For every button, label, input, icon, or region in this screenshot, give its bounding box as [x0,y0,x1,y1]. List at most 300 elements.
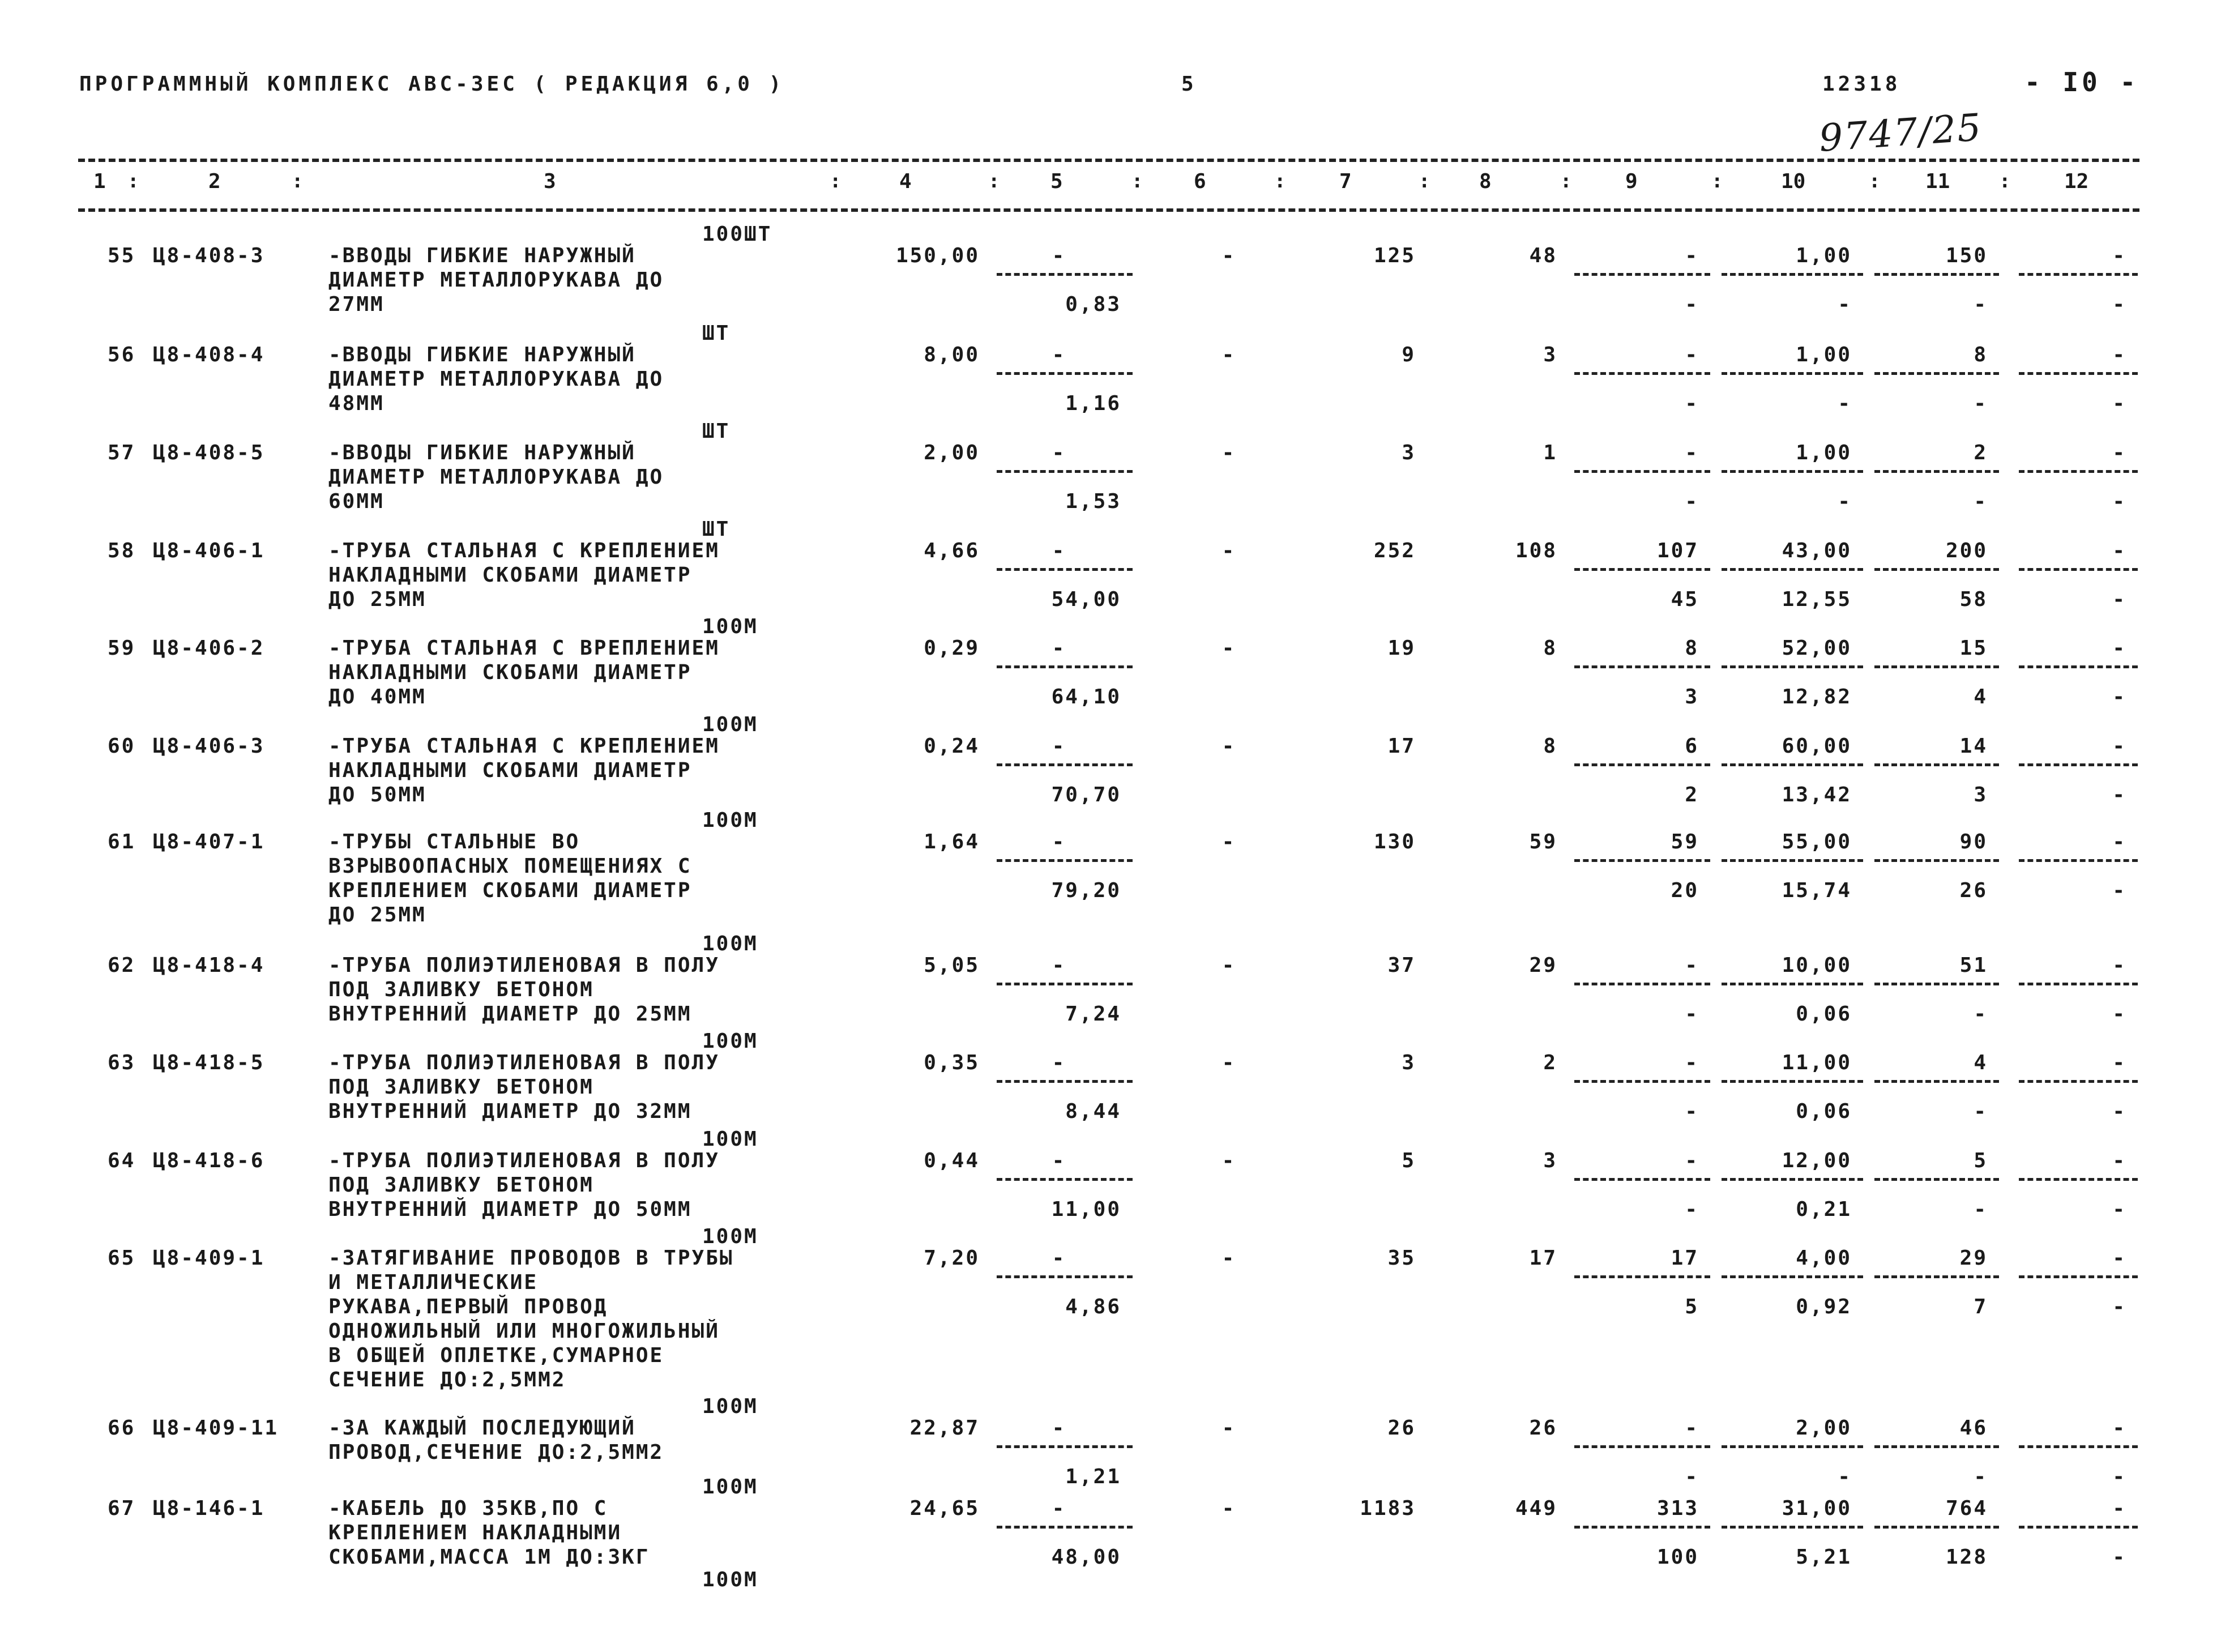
row-code: Ц8-146-1 [153,1497,265,1520]
row-c5-bottom: 70,70 [1051,783,1121,806]
row-c10-top: 1,00 [1796,343,1852,366]
fraction-divider [1722,859,1863,862]
row-c10-top: 11,00 [1782,1051,1852,1074]
column-separator: : [292,170,304,193]
row-c12-top: - [2112,830,2126,853]
row-description-line: -ЗАТЯГИВАНИЕ ПРОВОДОВ В ТРУБЫ [328,1247,734,1270]
row-c12-bottom: - [2112,1198,2126,1221]
row-c11-bottom: - [1974,1002,1988,1026]
row-c5-bottom: 48,00 [1051,1546,1121,1569]
column-header-9: 9 [1625,170,1638,193]
fraction-divider [1722,568,1863,571]
row-c9-bottom: 5 [1685,1295,1699,1318]
row-col4: 0,24 [924,735,980,758]
row-c5-bottom: 1,21 [1065,1465,1121,1488]
row-col8: 59 [1529,830,1557,853]
column-separator: : [830,170,842,193]
row-col7: 19 [1387,637,1416,660]
row-description-line: -ВВОДЫ ГИБКИЕ НАРУЖНЫЙ [328,343,636,366]
row-col7: 35 [1387,1247,1416,1270]
row-c12-top: - [2112,1149,2126,1172]
row-description-line: 48ММ [328,392,385,415]
row-col7: 130 [1373,830,1416,853]
row-c10-top: 12,00 [1782,1149,1852,1172]
row-c9-bottom: - [1685,1002,1699,1026]
fraction-divider [1874,1526,1999,1529]
fraction-divider [997,273,1133,276]
row-c9-bottom: 20 [1671,879,1699,902]
row-c9-top: 313 [1656,1497,1699,1520]
fraction-divider [997,1178,1133,1181]
row-description-line: ПОД ЗАЛИВКУ БЕТОНОМ [328,1173,594,1197]
row-c5-top: - [1052,539,1066,562]
row-col7: 17 [1387,735,1416,758]
row-c9-bottom: - [1685,1465,1699,1488]
row-c10-top: 31,00 [1782,1497,1852,1520]
row-c9-top: - [1685,244,1699,267]
row-description-line: ОДНОЖИЛЬНЫЙ ИЛИ МНОГОЖИЛЬНЫЙ [328,1320,720,1343]
row-c10-top: 43,00 [1782,539,1852,562]
row-unit: ШТ [702,420,731,443]
row-description-line: -ТРУБА СТАЛЬНАЯ С ВРЕПЛЕНИЕМ [328,637,720,660]
row-c5-bottom: 11,00 [1051,1198,1121,1221]
row-unit: 100М [702,1475,758,1499]
fraction-divider [2019,1445,2138,1448]
row-c5-top: - [1052,1416,1066,1440]
column-separator: : [1711,170,1723,193]
row-c12-top: - [2112,1416,2126,1440]
row-c12-top: - [2112,637,2126,660]
column-header-12: 12 [2064,170,2089,193]
row-c12-bottom: - [2112,685,2126,708]
row-col8: 3 [1543,1149,1557,1172]
row-c9-bottom: 100 [1656,1546,1699,1569]
fraction-divider [1574,983,1710,985]
row-c5-top: - [1052,1247,1066,1270]
row-description-line: ДО 25ММ [328,588,426,611]
fraction-divider [1722,470,1863,473]
row-c12-top: - [2112,1051,2126,1074]
row-description-line: ПОД ЗАЛИВКУ БЕТОНОМ [328,1075,594,1099]
row-code: Ц8-408-4 [153,343,265,366]
row-col6: - [1221,954,1236,977]
row-description-line: -ВВОДЫ ГИБКИЕ НАРУЖНЫЙ [328,244,636,267]
fraction-divider [1722,665,1863,668]
row-c9-top: - [1685,1416,1699,1440]
fraction-divider [2019,665,2138,668]
fraction-divider [1574,470,1710,473]
row-c12-bottom: - [2112,588,2126,611]
row-c11-top: 29 [1959,1247,1988,1270]
row-description-line: -ТРУБА СТАЛЬНАЯ С КРЕПЛЕНИЕМ [328,735,720,758]
row-c5-top: - [1052,1051,1066,1074]
fraction-divider [1722,983,1863,985]
row-col4: 0,35 [924,1051,980,1074]
row-c11-top: 51 [1959,954,1988,977]
column-header-10: 10 [1781,170,1806,193]
column-header-8: 8 [1479,170,1492,193]
fraction-divider [1874,763,1999,766]
fraction-divider [1574,1275,1710,1278]
row-description-line: ВЗРЫВООПАСНЫХ ПОМЕЩЕНИЯХ С [328,855,692,878]
header-rule [78,208,2139,212]
row-unit: 100М [702,1030,758,1053]
fraction-divider [1874,470,1999,473]
row-c12-bottom: - [2112,879,2126,902]
fraction-divider [2019,568,2138,571]
row-description-line: ПОД ЗАЛИВКУ БЕТОНОМ [328,978,594,1001]
column-separator: : [1999,170,2011,193]
fraction-divider [1574,372,1710,375]
row-col4: 22,87 [909,1416,980,1440]
row-c9-top: - [1685,1051,1699,1074]
row-description-line: -ТРУБА ПОЛИЭТИЛЕНОВАЯ В ПОЛУ [328,1051,720,1074]
fraction-divider [1722,1275,1863,1278]
fraction-divider [997,372,1133,375]
row-description-line: -ТРУБА СТАЛЬНАЯ С КРЕПЛЕНИЕМ [328,539,720,562]
row-code: Ц8-408-5 [153,441,265,464]
row-description-line: В ОБЩЕЙ ОПЛЕТКЕ,СУМАРНОЕ [328,1344,664,1367]
row-c5-bottom: 54,00 [1051,588,1121,611]
row-col6: - [1221,1247,1236,1270]
row-description-line: ДО 25ММ [328,903,426,927]
row-c11-bottom: 4 [1974,685,1988,708]
row-unit: 100ШТ [702,223,772,246]
row-c10-top: 10,00 [1782,954,1852,977]
fraction-divider [1874,1275,1999,1278]
fraction-divider [1722,1080,1863,1083]
row-col4: 2,00 [924,441,980,464]
row-description-line: РУКАВА,ПЕРВЫЙ ПРОВОД [328,1295,608,1318]
row-c11-bottom: 3 [1974,783,1988,806]
fraction-divider [997,859,1133,862]
top-rule [78,159,2139,162]
row-c5-bottom: 8,44 [1065,1100,1121,1123]
row-c11-top: 90 [1959,830,1988,853]
row-c12-bottom: - [2112,1295,2126,1318]
row-c11-bottom: - [1974,1465,1988,1488]
row-number: 65 [108,1247,136,1270]
row-description-line: ВНУТРЕННИЙ ДИАМЕТР ДО 32ММ [328,1100,692,1123]
row-col4: 8,00 [924,343,980,366]
row-col8: 108 [1515,539,1557,562]
fraction-divider [1722,273,1863,276]
row-col6: - [1221,441,1236,464]
program-title: ПРОГРАММНЫЙ КОМПЛЕКС АВС-3ЕС ( РЕДАКЦИЯ 6,0 ) [79,72,785,96]
row-number: 58 [108,539,136,562]
row-description-line: ДИАМЕТР МЕТАЛЛОРУКАВА ДО [328,466,664,489]
column-header-3: 3 [544,170,556,193]
row-c5-top: - [1052,441,1066,464]
fraction-divider [1874,859,1999,862]
row-code: Ц8-406-2 [153,637,265,660]
fraction-divider [1874,273,1999,276]
row-col4: 4,66 [924,539,980,562]
row-description-line: ПРОВОД,СЕЧЕНИЕ ДО:2,5ММ2 [328,1441,664,1464]
fraction-divider [2019,470,2138,473]
row-c5-top: - [1052,954,1066,977]
row-code: Ц8-406-1 [153,539,265,562]
row-c10-top: 2,00 [1796,1416,1852,1440]
row-col7: 3 [1402,441,1416,464]
row-unit: 100М [702,1128,758,1151]
row-col7: 125 [1373,244,1416,267]
row-number: 60 [108,735,136,758]
row-c12-top: - [2112,735,2126,758]
fraction-divider [997,1080,1133,1083]
column-header-4: 4 [899,170,912,193]
row-c12-top: - [2112,954,2126,977]
row-number: 62 [108,954,136,977]
row-c12-bottom: - [2112,1465,2126,1488]
row-description-line: ВНУТРЕННИЙ ДИАМЕТР ДО 25ММ [328,1002,692,1026]
row-c9-top: - [1685,441,1699,464]
fraction-divider [997,1526,1133,1529]
row-number: 59 [108,637,136,660]
row-c9-bottom: - [1685,293,1699,316]
row-c11-top: 15 [1959,637,1988,660]
row-c9-top: 6 [1685,735,1699,758]
row-col7: 26 [1387,1416,1416,1440]
column-separator: : [988,170,1000,193]
page-number: 5 [1181,72,1197,96]
row-c11-top: 200 [1945,539,1988,562]
row-col4: 5,05 [924,954,980,977]
row-c10-bottom: 0,92 [1796,1295,1852,1318]
row-unit: 100М [702,713,758,736]
row-c10-bottom: 12,82 [1782,685,1852,708]
row-col6: - [1221,735,1236,758]
row-c10-bottom: - [1838,490,1852,513]
fraction-divider [1722,763,1863,766]
fraction-divider [1574,1526,1710,1529]
row-col7: 9 [1402,343,1416,366]
row-unit: ШТ [702,322,731,345]
row-c11-bottom: - [1974,392,1988,415]
row-description-line: СКОБАМИ,МАССА 1М ДО:3КГ [328,1546,650,1569]
row-c9-bottom: - [1685,490,1699,513]
row-description-line: СЕЧЕНИЕ ДО:2,5ММ2 [328,1368,566,1391]
row-c12-top: - [2112,343,2126,366]
row-description-line: ВНУТРЕННИЙ ДИАМЕТР ДО 50ММ [328,1198,692,1221]
fraction-divider [1574,568,1710,571]
column-separator: : [127,170,139,193]
row-col7: 5 [1402,1149,1416,1172]
fraction-divider [1874,1445,1999,1448]
fraction-divider [997,983,1133,985]
row-description-line: -ВВОДЫ ГИБКИЕ НАРУЖНЫЙ [328,441,636,464]
row-c5-top: - [1052,244,1066,267]
row-c10-bottom: 5,21 [1796,1546,1852,1569]
row-unit: 100М [702,809,758,832]
fraction-divider [2019,1178,2138,1181]
row-unit: 100М [702,615,758,638]
row-number: 55 [108,244,136,267]
row-c5-top: - [1052,735,1066,758]
column-header-2: 2 [208,170,221,193]
fraction-divider [1722,1178,1863,1181]
row-c5-bottom: 0,83 [1065,293,1121,316]
row-col7: 3 [1402,1051,1416,1074]
row-description-line: -ТРУБЫ СТАЛЬНЫЕ ВО [328,830,580,853]
row-number: 63 [108,1051,136,1074]
fraction-divider [1874,665,1999,668]
row-code: Ц8-407-1 [153,830,265,853]
row-c12-bottom: - [2112,783,2126,806]
row-col4: 1,64 [924,830,980,853]
fraction-divider [1574,763,1710,766]
fraction-divider [1722,1445,1863,1448]
row-c10-top: 60,00 [1782,735,1852,758]
row-code: Ц8-409-1 [153,1247,265,1270]
row-description-line: КРЕПЛЕНИЕМ НАКЛАДНЫМИ [328,1521,622,1544]
column-header-6: 6 [1194,170,1206,193]
row-code: Ц8-408-3 [153,244,265,267]
fraction-divider [1722,372,1863,375]
row-c5-top: - [1052,1149,1066,1172]
row-col4: 24,65 [909,1497,980,1520]
fraction-divider [1874,568,1999,571]
row-unit: 100М [702,1225,758,1248]
row-c11-bottom: 26 [1959,879,1988,902]
row-c12-bottom: - [2112,392,2126,415]
row-c12-top: - [2112,1497,2126,1520]
column-separator: : [1419,170,1430,193]
row-code: Ц8-409-11 [153,1416,279,1440]
column-header-5: 5 [1050,170,1063,193]
fraction-divider [1574,273,1710,276]
fraction-divider [1874,1080,1999,1083]
row-c9-top: - [1685,954,1699,977]
row-c9-top: 17 [1671,1247,1699,1270]
row-description-line: ДИАМЕТР МЕТАЛЛОРУКАВА ДО [328,268,664,292]
row-c9-top: 59 [1671,830,1699,853]
row-c10-top: 1,00 [1796,441,1852,464]
row-col6: - [1221,637,1236,660]
column-header-7: 7 [1339,170,1352,193]
row-c11-top: 764 [1945,1497,1988,1520]
row-c5-bottom: 7,24 [1065,1002,1121,1026]
row-c10-bottom: 15,74 [1782,879,1852,902]
row-c9-bottom: 2 [1685,783,1699,806]
row-c10-bottom: 13,42 [1782,783,1852,806]
row-description-line: ДИАМЕТР МЕТАЛЛОРУКАВА ДО [328,368,664,391]
row-c12-bottom: - [2112,1100,2126,1123]
column-separator: : [1131,170,1143,193]
row-c11-bottom: 58 [1959,588,1988,611]
fraction-divider [1874,1178,1999,1181]
fraction-divider [1574,665,1710,668]
row-c12-bottom: - [2112,293,2126,316]
row-unit: 100М [702,932,758,955]
column-header-11: 11 [1925,170,1950,193]
row-c9-bottom: - [1685,1100,1699,1123]
fraction-divider [2019,372,2138,375]
row-number: 66 [108,1416,136,1440]
row-c10-bottom: 0,21 [1796,1198,1852,1221]
column-separator: : [1560,170,1572,193]
row-code: Ц8-418-6 [153,1149,265,1172]
fraction-divider [1574,859,1710,862]
row-c5-top: - [1052,830,1066,853]
fraction-divider [997,1275,1133,1278]
row-c5-bottom: 1,53 [1065,490,1121,513]
row-c10-bottom: - [1838,1465,1852,1488]
fraction-divider [2019,1526,2138,1529]
fraction-divider [2019,273,2138,276]
row-code: Ц8-418-4 [153,954,265,977]
row-col8: 26 [1529,1416,1557,1440]
row-c11-top: 46 [1959,1416,1988,1440]
row-c10-bottom: - [1838,293,1852,316]
handwritten-note: 9747/25 [1817,105,1984,160]
row-c11-bottom: - [1974,293,1988,316]
row-c9-top: 8 [1685,637,1699,660]
row-number: 57 [108,441,136,464]
row-c10-top: 4,00 [1796,1247,1852,1270]
fraction-divider [1574,1178,1710,1181]
row-description-line: ДО 50ММ [328,783,426,806]
row-col6: - [1221,244,1236,267]
row-col7: 37 [1387,954,1416,977]
row-col8: 8 [1543,735,1557,758]
sheet-number: - I0 - [2024,67,2139,97]
row-c12-bottom: - [2112,1002,2126,1026]
row-col8: 1 [1543,441,1557,464]
fraction-divider [997,470,1133,473]
column-separator: : [1869,170,1881,193]
row-c12-top: - [2112,441,2126,464]
row-col7: 252 [1373,539,1416,562]
row-c9-bottom: 3 [1685,685,1699,708]
row-col8: 17 [1529,1247,1557,1270]
row-col6: - [1221,1497,1236,1520]
row-description-line: НАКЛАДНЫМИ СКОБАМИ ДИАМЕТР [328,661,692,684]
row-col8: 449 [1515,1497,1557,1520]
row-col8: 29 [1529,954,1557,977]
row-c5-top: - [1052,1497,1066,1520]
row-description-line: -ТРУБА ПОЛИЭТИЛЕНОВАЯ В ПОЛУ [328,954,720,977]
fraction-divider [1874,983,1999,985]
row-c5-bottom: 64,10 [1051,685,1121,708]
row-c10-top: 52,00 [1782,637,1852,660]
row-description-line: 60ММ [328,490,385,513]
row-col6: - [1221,830,1236,853]
row-c10-top: 55,00 [1782,830,1852,853]
row-c12-top: - [2112,539,2126,562]
column-header-1: 1 [93,170,106,193]
row-c11-bottom: - [1974,1198,1988,1221]
row-c9-bottom: 45 [1671,588,1699,611]
row-c11-top: 150 [1945,244,1988,267]
row-c10-bottom: 0,06 [1796,1100,1852,1123]
row-description-line: КРЕПЛЕНИЕМ СКОБАМИ ДИАМЕТР [328,879,692,902]
fraction-divider [2019,1275,2138,1278]
row-description-line: -ЗА КАЖДЫЙ ПОСЛЕДУЮЩИЙ [328,1416,636,1440]
fraction-divider [2019,859,2138,862]
row-c12-top: - [2112,244,2126,267]
footer-unit: 100М [702,1568,758,1591]
row-code: Ц8-418-5 [153,1051,265,1074]
fraction-divider [997,1445,1133,1448]
row-c10-bottom: 0,06 [1796,1002,1852,1026]
row-c5-top: - [1052,343,1066,366]
row-c9-bottom: - [1685,1198,1699,1221]
row-description-line: И МЕТАЛЛИЧЕСКИЕ [328,1271,539,1294]
fraction-divider [1722,1526,1863,1529]
row-description-line: НАКЛАДНЫМИ СКОБАМИ ДИАМЕТР [328,564,692,587]
row-c10-top: 1,00 [1796,244,1852,267]
